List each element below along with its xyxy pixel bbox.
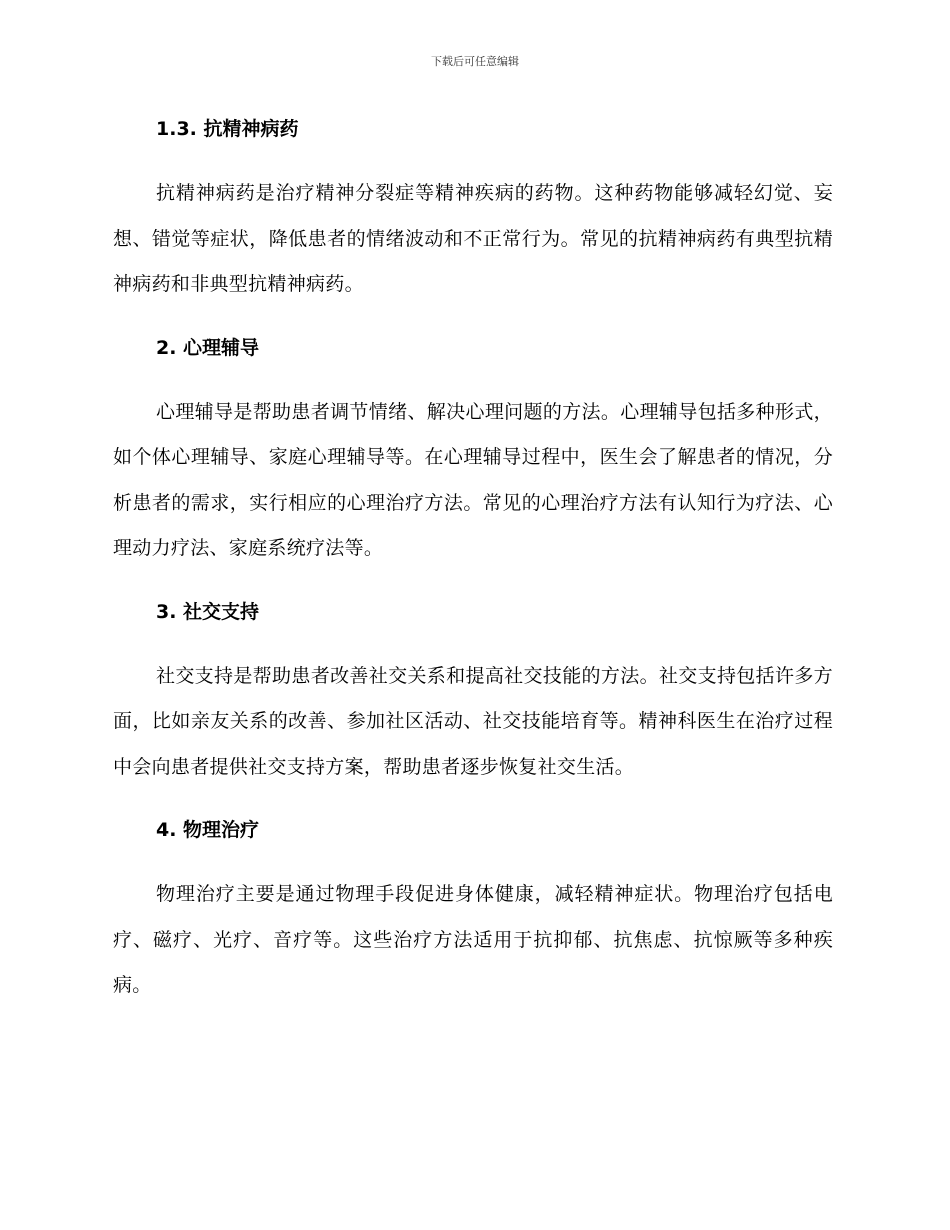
document-body [113,113,833,1009]
section-paragraph-social-support: 社交支持是帮助患者改善社交关系和提高社交技能的方法。社交支持包括许多方面，比如亲友关系的改善、参加社区活动、社交技能培育等。精神科医生在治疗过程中会向患者提供社交支持方案，帮助患者逐步恢复社交生活。 [113,664,833,778]
section-heading-counseling: 2. 心理辅导 [156,336,260,359]
section-heading-antipsychotics: 1.3. 抗精神病药 [156,118,299,140]
section-heading-physical-therapy: 4. 物理治疗 [156,819,260,841]
page-header: 下载后可任意编辑 [431,55,519,68]
section-paragraph-counseling: 心理辅导是帮助患者调节情绪、解决心理问题的方法。心理辅导包括多种形式，如个体心理辅导、家庭心理辅导等。在心理辅导过程中，医生会了解患者的情况，分析患者的需求，实行相应的心理治疗方法。常见的心理治疗方法有认知行为疗法、心理动力疗法、家庭系统疗法等。 [113,400,833,559]
section-heading-social-support: 3. 社交支持 [156,600,260,623]
section-paragraph-physical-therapy: 物理治疗主要是通过物理手段促进身体健康，减轻精神症状。物理治疗包括电疗、磁疗、光疗、音疗等。这些治疗方法适用于抗抑郁、抗焦虑、抗惊厥等多种疾病。 [113,883,833,996]
section-paragraph-antipsychotics: 抗精神病药是治疗精神分裂症等精神疾病的药物。这种药物能够减轻幻觉、妄想、错觉等症状，降低患者的情绪波动和不正常行为。常见的抗精神病药有典型抗精神病药和非典型抗精神病药。 [113,182,833,295]
